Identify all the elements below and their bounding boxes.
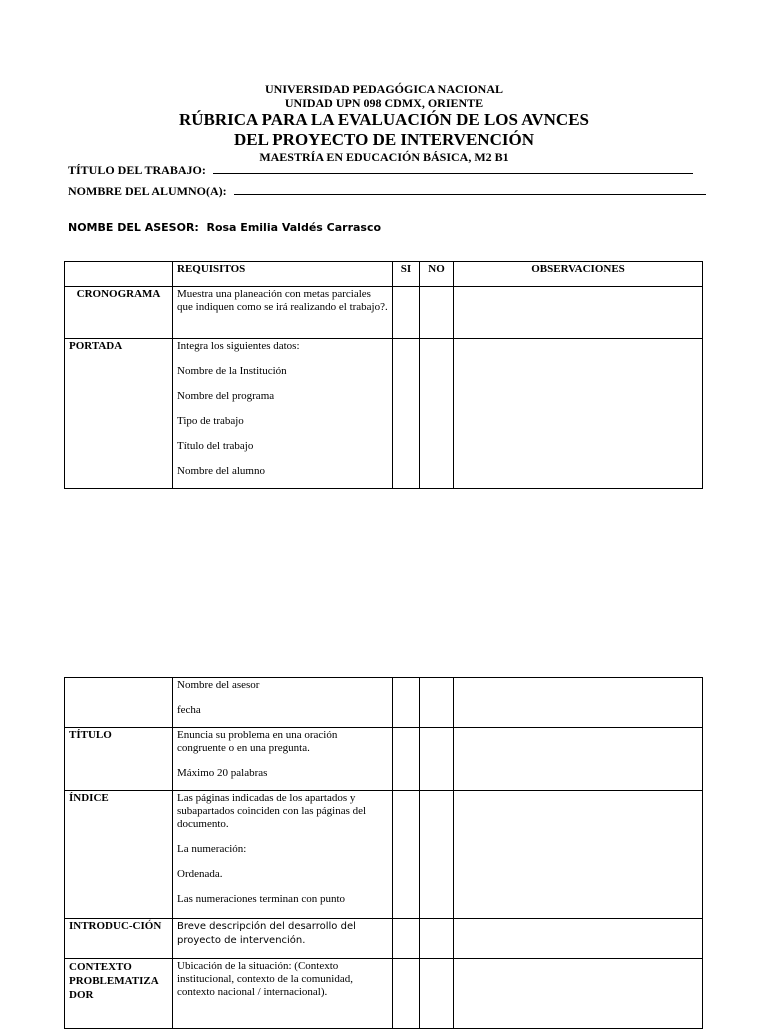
student-name-field — [68, 183, 706, 199]
requirement-item: Integra los siguientes datos: — [177, 340, 300, 352]
requirement-item: Nombre de la Institución — [177, 365, 287, 377]
no-checkbox[interactable] — [420, 339, 454, 489]
observations-cell[interactable] — [454, 339, 703, 489]
table-header-row — [65, 262, 703, 287]
requirement-item: Nombre del asesor — [177, 679, 260, 691]
header-observations: OBSERVACIONES — [454, 262, 703, 287]
row-requirements — [173, 959, 393, 1029]
rubric-title-line1: RÚBRICA PARA LA EVALUACIÓN DE LOS AVNCES — [179, 110, 589, 129]
table-row — [65, 339, 703, 489]
advisor-label: NOMBE DEL ASESOR: — [68, 221, 199, 234]
table-row — [65, 919, 703, 959]
yes-checkbox[interactable] — [393, 287, 420, 339]
student-name-line[interactable] — [234, 183, 706, 195]
row-requirements — [173, 678, 393, 728]
row-requirements — [173, 339, 393, 489]
yes-checkbox[interactable] — [393, 791, 420, 919]
requirement-item: Las numeraciones terminan con punto — [177, 893, 346, 905]
requirement-item: Máximo 20 palabras — [177, 767, 268, 779]
row-category: TÍTULO — [65, 728, 173, 791]
requirement-item: Las páginas indicadas de los apartados y subapartados coinciden con las páginas del documento. — [177, 792, 367, 830]
no-checkbox[interactable] — [420, 919, 454, 959]
row-category: INTRODUC-CIÓN — [65, 919, 173, 959]
yes-checkbox[interactable] — [393, 919, 420, 959]
yes-checkbox[interactable] — [393, 959, 420, 1029]
no-checkbox[interactable] — [420, 959, 454, 1029]
unit-name: UNIDAD UPN 098 CDMX, ORIENTE — [284, 96, 484, 110]
row-requirements — [173, 287, 393, 339]
requirement-item: Título del trabajo — [177, 440, 254, 452]
observations-cell[interactable] — [454, 919, 703, 959]
row-requirements — [173, 728, 393, 791]
header-no: NO — [420, 262, 454, 287]
observations-cell[interactable] — [454, 678, 703, 728]
row-requirements — [173, 919, 393, 959]
advisor-line — [68, 221, 381, 234]
observations-cell[interactable] — [454, 791, 703, 919]
table-row — [65, 728, 703, 791]
table-row — [65, 791, 703, 919]
work-title-line[interactable] — [213, 162, 693, 174]
no-checkbox[interactable] — [420, 287, 454, 339]
row-requirements — [173, 791, 393, 919]
observations-cell[interactable] — [454, 287, 703, 339]
row-category: PORTADA — [65, 339, 173, 489]
university-name: UNIVERSIDAD PEDAGÓGICA NACIONAL — [264, 82, 504, 96]
work-title-label: TÍTULO DEL TRABAJO: — [68, 163, 206, 177]
requirement-item: Tipo de trabajo — [177, 415, 244, 427]
header-requirements: REQUISITOS — [173, 262, 393, 287]
yes-checkbox[interactable] — [393, 728, 420, 791]
rubric-table-1 — [64, 261, 703, 489]
header-category — [65, 262, 173, 287]
observations-cell[interactable] — [454, 728, 703, 791]
requirement-item: Muestra una planeación con metas parciales que indiquen como se irá realizando el trabajo?. — [177, 288, 388, 313]
requirement-item: Nombre del programa — [177, 390, 275, 402]
row-category — [65, 678, 173, 728]
requirement-item: Breve descripción del desarrollo del proyecto de intervención. — [177, 921, 356, 946]
table-row — [65, 959, 703, 1029]
program-name: MAESTRÍA EN EDUCACIÓN BÁSICA, M2 B1 — [259, 150, 509, 164]
rubric-table-2 — [64, 677, 703, 1029]
table-row — [65, 678, 703, 728]
yes-checkbox[interactable] — [393, 339, 420, 489]
row-category: ÍNDICE — [65, 791, 173, 919]
table-row — [65, 287, 703, 339]
row-category: CRONOGRAMA — [65, 287, 173, 339]
requirement-item: fecha — [177, 704, 201, 716]
no-checkbox[interactable] — [420, 678, 454, 728]
requirement-item: La numeración: — [177, 843, 247, 855]
header-yes: SI — [393, 262, 420, 287]
rubric-title-line2: DEL PROYECTO DE INTERVENCIÓN — [234, 130, 534, 149]
requirement-item: Enuncia su problema en una oración congruente o en una pregunta. — [177, 729, 338, 754]
no-checkbox[interactable] — [420, 728, 454, 791]
student-name-label: NOMBRE DEL ALUMNO(A): — [68, 184, 227, 198]
advisor-name: Rosa Emilia Valdés Carrasco — [206, 221, 382, 234]
requirement-item: Ordenada. — [177, 868, 223, 880]
yes-checkbox[interactable] — [393, 678, 420, 728]
requirement-item: Nombre del alumno — [177, 465, 265, 477]
no-checkbox[interactable] — [420, 791, 454, 919]
requirement-item: Ubicación de la situación: (Contexto institucional, contexto de la comunidad, contexto nacional / internacional). — [177, 960, 353, 998]
work-title-field — [68, 162, 693, 178]
observations-cell[interactable] — [454, 959, 703, 1029]
row-category: CONTEXTO PROBLEMATIZA DOR — [65, 959, 173, 1029]
